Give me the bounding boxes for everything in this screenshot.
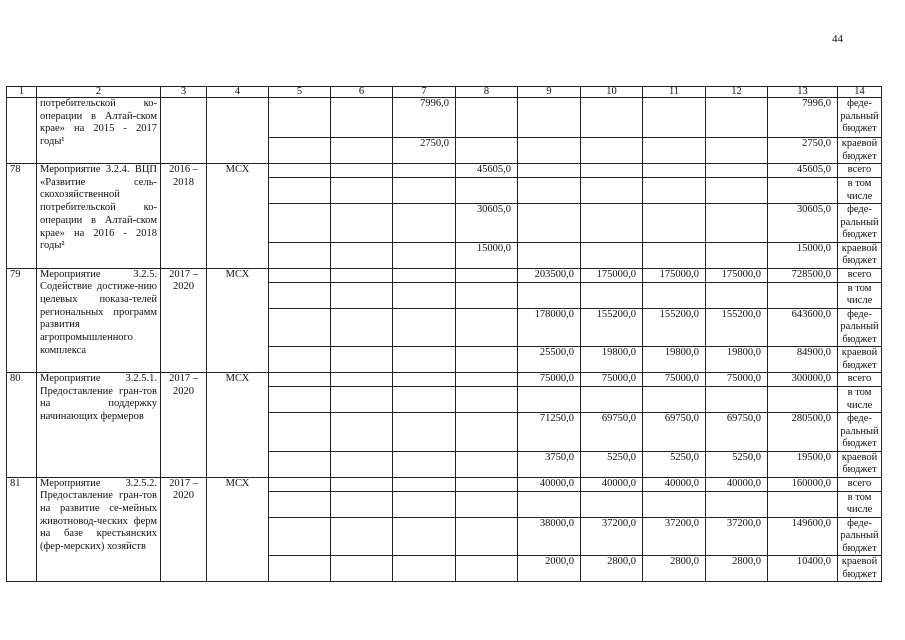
amount-cell <box>269 282 331 308</box>
amount-cell <box>581 204 643 243</box>
amount-cell <box>581 491 643 517</box>
amount-cell <box>456 268 518 282</box>
amount-cell <box>456 98 518 138</box>
funding-source: феде-ральный бюджет <box>838 308 882 347</box>
amount-cell: 2000,0 <box>518 556 581 582</box>
amount-cell <box>706 282 768 308</box>
amount-cell <box>643 164 706 178</box>
amount-cell <box>643 98 706 138</box>
measure-description: Мероприятие 3.2.5.1. Предоставление гран-тов на поддержку начинающих фермеров <box>37 373 161 478</box>
amount-cell <box>393 282 456 308</box>
amount-cell: 75000,0 <box>581 373 643 387</box>
amount-cell <box>456 413 518 452</box>
amount-cell <box>269 477 331 491</box>
amount-cell <box>706 164 768 178</box>
funding-source: феде-ральный бюджет <box>838 517 882 556</box>
amount-cell <box>643 204 706 243</box>
column-header: 14 <box>838 87 882 98</box>
amount-cell <box>269 556 331 582</box>
row-number: 79 <box>7 268 37 373</box>
amount-cell: 45605,0 <box>768 164 838 178</box>
amount-cell <box>518 98 581 138</box>
period: 2017 – 2020 <box>161 477 207 582</box>
amount-cell <box>518 204 581 243</box>
amount-cell: 203500,0 <box>518 268 581 282</box>
amount-cell <box>456 477 518 491</box>
amount-cell: 37200,0 <box>643 517 706 556</box>
amount-cell <box>643 178 706 204</box>
column-header: 4 <box>207 87 269 98</box>
funding-source: в том числе <box>838 178 882 204</box>
amount-cell <box>456 373 518 387</box>
table-row <box>7 268 882 282</box>
amount-cell: 643600,0 <box>768 308 838 347</box>
amount-cell <box>456 517 518 556</box>
amount-cell: 25500,0 <box>518 347 581 373</box>
amount-cell <box>456 556 518 582</box>
amount-cell <box>331 517 393 556</box>
amount-cell: 15000,0 <box>456 242 518 268</box>
amount-cell <box>331 491 393 517</box>
measure-description: потребительской ко-операции в Алтай-ском крае» на 2015 - 2017 годы¹ <box>37 98 161 164</box>
row-number: 80 <box>7 373 37 478</box>
amount-cell: 40000,0 <box>706 477 768 491</box>
table-row <box>7 373 882 387</box>
amount-cell <box>393 413 456 452</box>
amount-cell: 30605,0 <box>768 204 838 243</box>
amount-cell: 75000,0 <box>706 373 768 387</box>
amount-cell: 40000,0 <box>518 477 581 491</box>
amount-cell: 160000,0 <box>768 477 838 491</box>
amount-cell <box>706 387 768 413</box>
amount-cell <box>331 308 393 347</box>
funding-source: краевой бюджет <box>838 138 882 164</box>
amount-cell <box>269 387 331 413</box>
amount-cell <box>706 204 768 243</box>
amount-cell <box>518 138 581 164</box>
amount-cell <box>456 282 518 308</box>
amount-cell <box>331 282 393 308</box>
amount-cell: 280500,0 <box>768 413 838 452</box>
amount-cell: 37200,0 <box>581 517 643 556</box>
amount-cell <box>581 164 643 178</box>
header-row <box>7 87 882 98</box>
amount-cell <box>269 242 331 268</box>
row-number <box>7 98 37 164</box>
funding-source: краевой бюджет <box>838 242 882 268</box>
amount-cell: 7996,0 <box>768 98 838 138</box>
amount-cell <box>393 517 456 556</box>
amount-cell <box>581 387 643 413</box>
amount-cell <box>393 164 456 178</box>
amount-cell: 2750,0 <box>768 138 838 164</box>
amount-cell <box>269 517 331 556</box>
amount-cell: 15000,0 <box>768 242 838 268</box>
amount-cell <box>269 138 331 164</box>
period: 2016 – 2018 <box>161 164 207 269</box>
amount-cell <box>269 164 331 178</box>
amount-cell <box>269 204 331 243</box>
amount-cell: 5250,0 <box>706 451 768 477</box>
amount-cell: 2800,0 <box>706 556 768 582</box>
amount-cell <box>393 451 456 477</box>
amount-cell: 40000,0 <box>643 477 706 491</box>
amount-cell <box>643 282 706 308</box>
amount-cell: 84900,0 <box>768 347 838 373</box>
executor: МСХ <box>207 477 269 582</box>
executor: МСХ <box>207 164 269 269</box>
table-row <box>7 164 882 178</box>
amount-cell: 30605,0 <box>456 204 518 243</box>
amount-cell <box>643 138 706 164</box>
amount-cell <box>331 347 393 373</box>
amount-cell <box>581 282 643 308</box>
amount-cell <box>518 242 581 268</box>
amount-cell: 5250,0 <box>643 451 706 477</box>
amount-cell <box>393 178 456 204</box>
column-header: 6 <box>331 87 393 98</box>
amount-cell: 10400,0 <box>768 556 838 582</box>
measure-description: Мероприятие 3.2.5. Содействие достиже-нию целевых показа-телей региональных программ развития агропромышленного комплекса <box>37 268 161 373</box>
amount-cell <box>331 204 393 243</box>
amount-cell: 178000,0 <box>518 308 581 347</box>
amount-cell: 19800,0 <box>706 347 768 373</box>
column-header: 5 <box>269 87 331 98</box>
amount-cell <box>269 347 331 373</box>
amount-cell <box>768 282 838 308</box>
amount-cell: 19800,0 <box>643 347 706 373</box>
funding-source: краевой бюджет <box>838 451 882 477</box>
amount-cell: 19500,0 <box>768 451 838 477</box>
amount-cell <box>393 347 456 373</box>
amount-cell <box>518 387 581 413</box>
funding-source: в том числе <box>838 282 882 308</box>
amount-cell: 2750,0 <box>393 138 456 164</box>
budget-table <box>6 86 882 582</box>
amount-cell: 175000,0 <box>581 268 643 282</box>
table-body <box>7 87 882 582</box>
column-header: 1 <box>7 87 37 98</box>
amount-cell <box>393 491 456 517</box>
amount-cell <box>456 451 518 477</box>
amount-cell <box>269 98 331 138</box>
table-row <box>7 477 882 491</box>
row-number: 81 <box>7 477 37 582</box>
amount-cell <box>706 138 768 164</box>
amount-cell: 300000,0 <box>768 373 838 387</box>
amount-cell <box>269 268 331 282</box>
column-header: 12 <box>706 87 768 98</box>
amount-cell: 75000,0 <box>643 373 706 387</box>
amount-cell: 2800,0 <box>581 556 643 582</box>
column-header: 13 <box>768 87 838 98</box>
amount-cell: 3750,0 <box>518 451 581 477</box>
amount-cell <box>331 387 393 413</box>
amount-cell <box>518 491 581 517</box>
amount-cell <box>269 308 331 347</box>
amount-cell <box>393 477 456 491</box>
amount-cell: 69750,0 <box>643 413 706 452</box>
amount-cell <box>331 98 393 138</box>
funding-source: всего <box>838 373 882 387</box>
executor: МСХ <box>207 373 269 478</box>
amount-cell <box>581 138 643 164</box>
amount-cell <box>269 491 331 517</box>
column-header: 11 <box>643 87 706 98</box>
amount-cell: 69750,0 <box>706 413 768 452</box>
amount-cell <box>331 477 393 491</box>
amount-cell <box>768 491 838 517</box>
amount-cell <box>706 491 768 517</box>
amount-cell: 71250,0 <box>518 413 581 452</box>
amount-cell: 175000,0 <box>643 268 706 282</box>
amount-cell <box>518 164 581 178</box>
executor <box>207 98 269 164</box>
column-header: 8 <box>456 87 518 98</box>
amount-cell <box>269 178 331 204</box>
amount-cell <box>393 556 456 582</box>
amount-cell: 19800,0 <box>581 347 643 373</box>
column-header: 3 <box>161 87 207 98</box>
amount-cell <box>331 178 393 204</box>
funding-source: всего <box>838 164 882 178</box>
column-header: 7 <box>393 87 456 98</box>
amount-cell: 728500,0 <box>768 268 838 282</box>
amount-cell <box>643 491 706 517</box>
amount-cell <box>456 138 518 164</box>
amount-cell <box>331 373 393 387</box>
amount-cell <box>393 308 456 347</box>
amount-cell: 69750,0 <box>581 413 643 452</box>
period <box>161 98 207 164</box>
amount-cell <box>331 413 393 452</box>
amount-cell: 5250,0 <box>581 451 643 477</box>
amount-cell <box>456 491 518 517</box>
amount-cell <box>331 451 393 477</box>
funding-source: краевой бюджет <box>838 347 882 373</box>
amount-cell: 155200,0 <box>706 308 768 347</box>
amount-cell <box>456 178 518 204</box>
funding-source: феде-ральный бюджет <box>838 98 882 138</box>
amount-cell: 40000,0 <box>581 477 643 491</box>
period: 2017 – 2020 <box>161 268 207 373</box>
table-row <box>7 98 882 138</box>
column-header: 10 <box>581 87 643 98</box>
amount-cell <box>393 387 456 413</box>
amount-cell <box>331 138 393 164</box>
funding-source: в том числе <box>838 387 882 413</box>
amount-cell: 7996,0 <box>393 98 456 138</box>
funding-source: в том числе <box>838 491 882 517</box>
amount-cell <box>269 451 331 477</box>
measure-description: Мероприятие 3.2.5.2. Предоставление гран-тов на развитие се-мейных животновод-ческих ферм на базе крестьянских (фер-мерских) хозяйств <box>37 477 161 582</box>
amount-cell <box>706 98 768 138</box>
amount-cell <box>331 164 393 178</box>
amount-cell <box>393 204 456 243</box>
amount-cell <box>456 347 518 373</box>
amount-cell <box>518 178 581 204</box>
amount-cell <box>768 178 838 204</box>
amount-cell <box>706 178 768 204</box>
amount-cell <box>456 387 518 413</box>
amount-cell <box>581 242 643 268</box>
amount-cell <box>269 373 331 387</box>
amount-cell <box>393 242 456 268</box>
amount-cell <box>581 178 643 204</box>
amount-cell <box>331 268 393 282</box>
amount-cell <box>331 242 393 268</box>
amount-cell <box>643 242 706 268</box>
amount-cell <box>456 308 518 347</box>
funding-source: феде-ральный бюджет <box>838 204 882 243</box>
amount-cell <box>581 98 643 138</box>
amount-cell <box>518 282 581 308</box>
amount-cell: 38000,0 <box>518 517 581 556</box>
amount-cell <box>768 387 838 413</box>
funding-source: феде-ральный бюджет <box>838 413 882 452</box>
period: 2017 – 2020 <box>161 373 207 478</box>
page-number: 44 <box>832 33 843 45</box>
amount-cell: 2800,0 <box>643 556 706 582</box>
amount-cell <box>269 413 331 452</box>
funding-source: всего <box>838 477 882 491</box>
amount-cell: 149600,0 <box>768 517 838 556</box>
amount-cell: 37200,0 <box>706 517 768 556</box>
funding-source: всего <box>838 268 882 282</box>
amount-cell: 45605,0 <box>456 164 518 178</box>
measure-description: Мероприятие 3.2.4. ВЦП «Развитие сель-скохозяйственной потребительской ко-операции в Алтай-ском крае» на 2016 - 2018 годы² <box>37 164 161 269</box>
amount-cell <box>643 387 706 413</box>
column-header: 2 <box>37 87 161 98</box>
amount-cell: 155200,0 <box>643 308 706 347</box>
executor: МСХ <box>207 268 269 373</box>
funding-source: краевой бюджет <box>838 556 882 582</box>
column-header: 9 <box>518 87 581 98</box>
amount-cell <box>393 268 456 282</box>
amount-cell <box>706 242 768 268</box>
row-number: 78 <box>7 164 37 269</box>
amount-cell: 155200,0 <box>581 308 643 347</box>
amount-cell: 75000,0 <box>518 373 581 387</box>
amount-cell <box>331 556 393 582</box>
amount-cell: 175000,0 <box>706 268 768 282</box>
amount-cell <box>393 373 456 387</box>
